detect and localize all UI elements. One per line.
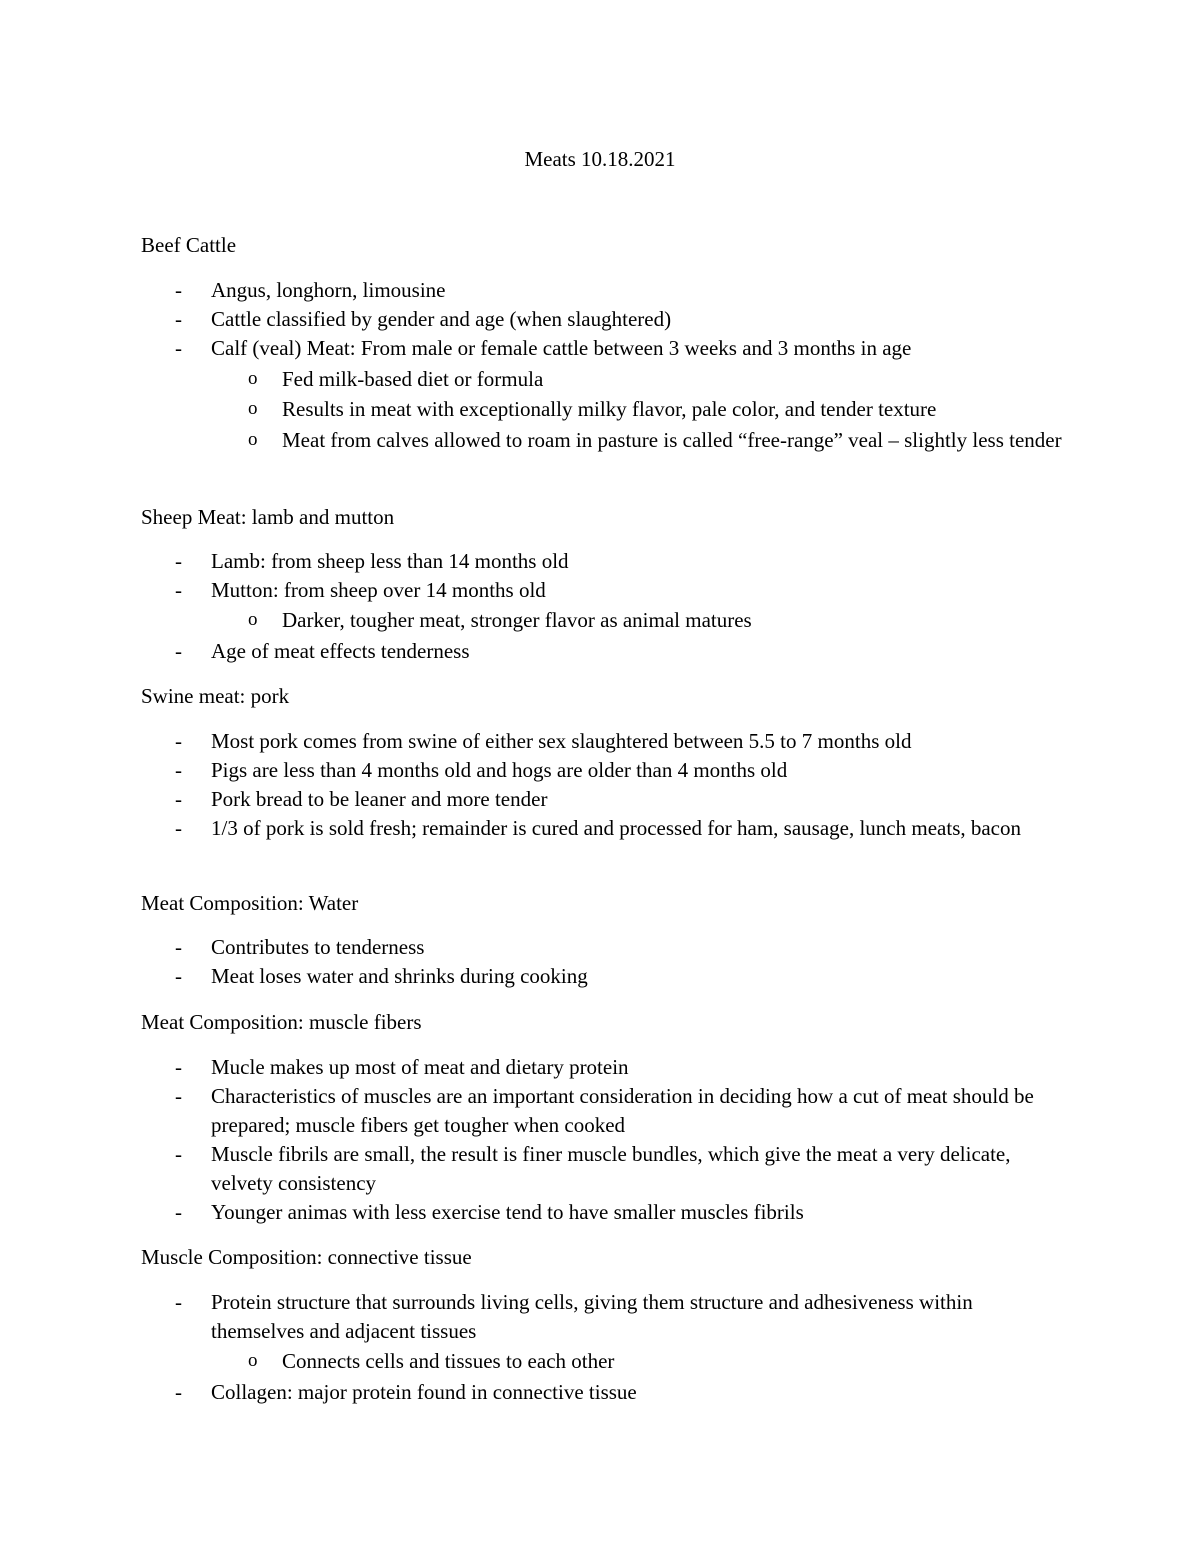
list-item <box>141 276 1061 305</box>
section-heading: Meat Composition: muscle fibers <box>141 1010 422 1034</box>
sub-list-item <box>212 425 1062 455</box>
circle-bullet: o <box>248 1350 258 1371</box>
section-heading: Swine meat: pork <box>141 684 290 708</box>
dash-bullet: - <box>175 1084 182 1108</box>
list-item <box>141 1378 1061 1407</box>
list-item <box>141 785 1061 814</box>
list-item <box>141 1053 1061 1082</box>
list-item-text: Angus, longhorn, limousine <box>211 278 446 302</box>
list-item-text: 1/3 of pork is sold fresh; remainder is cured and processed for ham, sausage, lunch meats, bacon <box>211 816 1022 840</box>
list-item-text: Protein structure that surrounds living cells, giving them structure and adhesiveness within themselves and adjacent tissues <box>211 1290 973 1343</box>
section-heading: Muscle Composition: connective tissue <box>141 1245 472 1269</box>
list-item-text: Mucle makes up most of meat and dietary protein <box>211 1055 629 1079</box>
list-item-text: Lamb: from sheep less than 14 months old <box>211 549 569 573</box>
list-item-text: Pork bread to be leaner and more tender <box>211 787 548 811</box>
section-heading: Sheep Meat: lamb and mutton <box>141 505 395 529</box>
sub-list-item <box>212 394 1062 424</box>
circle-bullet: o <box>248 398 258 419</box>
list-item <box>141 962 1061 991</box>
list-item-text: Contributes to tenderness <box>211 935 425 959</box>
list-item <box>141 1140 1061 1198</box>
list-item-text: Calf (veal) Meat: From male or female cattle between 3 weeks and 3 months in age <box>211 336 912 360</box>
list-item-text: Younger animas with less exercise tend to have smaller muscles fibrils <box>211 1200 804 1224</box>
list-item <box>141 933 1061 962</box>
dash-bullet: - <box>175 578 182 602</box>
circle-bullet: o <box>248 609 258 630</box>
list-item <box>141 756 1061 785</box>
list-item-text: Pigs are less than 4 months old and hogs are older than 4 months old <box>211 758 788 782</box>
circle-bullet: o <box>248 429 258 450</box>
dash-bullet: - <box>175 1142 182 1166</box>
list-item <box>141 1288 1061 1346</box>
dash-bullet: - <box>175 1290 182 1314</box>
list-item <box>141 1082 1061 1140</box>
sub-list-item-text: Results in meat with exceptionally milky flavor, pale color, and tender texture <box>282 397 937 421</box>
document-title: Meats 10.18.2021 <box>524 147 676 171</box>
dash-bullet: - <box>175 1200 182 1224</box>
dash-bullet: - <box>175 336 182 360</box>
list-item <box>141 814 1061 843</box>
dash-bullet: - <box>175 549 182 573</box>
list-item-text: Most pork comes from swine of either sex slaughtered between 5.5 to 7 months old <box>211 729 912 753</box>
dash-bullet: - <box>175 1055 182 1079</box>
list-item-text: Muscle fibrils are small, the result is finer muscle bundles, which give the meat a very delicate, velvety consistency <box>211 1142 1011 1195</box>
dash-bullet: - <box>175 1380 182 1404</box>
list-item-text: Collagen: major protein found in connective tissue <box>211 1380 637 1404</box>
list-item <box>141 727 1061 756</box>
list-item <box>141 1198 1061 1227</box>
sub-list-item-text: Darker, tougher meat, stronger flavor as animal matures <box>282 608 752 632</box>
list-item <box>141 547 1061 576</box>
section-heading: Beef Cattle <box>141 233 237 257</box>
dash-bullet: - <box>175 787 182 811</box>
sub-list-item <box>212 1346 1062 1376</box>
dash-bullet: - <box>175 964 182 988</box>
list-item <box>141 305 1061 334</box>
section-heading: Meat Composition: Water <box>141 891 359 915</box>
circle-bullet: o <box>248 368 258 389</box>
sub-list-item-text: Connects cells and tissues to each other <box>282 1349 615 1373</box>
list-item <box>141 334 1061 363</box>
dash-bullet: - <box>175 278 182 302</box>
dash-bullet: - <box>175 758 182 782</box>
dash-bullet: - <box>175 816 182 840</box>
list-item-text: Age of meat effects tenderness <box>211 639 470 663</box>
list-item <box>141 576 1061 605</box>
sub-list-item-text: Fed milk-based diet or formula <box>282 367 544 391</box>
dash-bullet: - <box>175 935 182 959</box>
list-item-text: Characteristics of muscles are an important consideration in deciding how a cut of meat should be prepared; muscle fibers get tougher when cooked <box>211 1084 1034 1137</box>
dash-bullet: - <box>175 729 182 753</box>
list-item-text: Cattle classified by gender and age (when slaughtered) <box>211 307 672 331</box>
list-item-text: Mutton: from sheep over 14 months old <box>211 578 546 602</box>
sub-list-item <box>212 364 1062 394</box>
list-item <box>141 637 1061 666</box>
sub-list-item-text: Meat from calves allowed to roam in pasture is called “free-range” veal – slightly less tender <box>282 428 1062 452</box>
dash-bullet: - <box>175 307 182 331</box>
sub-list-item <box>212 605 1062 635</box>
dash-bullet: - <box>175 639 182 663</box>
list-item-text: Meat loses water and shrinks during cooking <box>211 964 588 988</box>
